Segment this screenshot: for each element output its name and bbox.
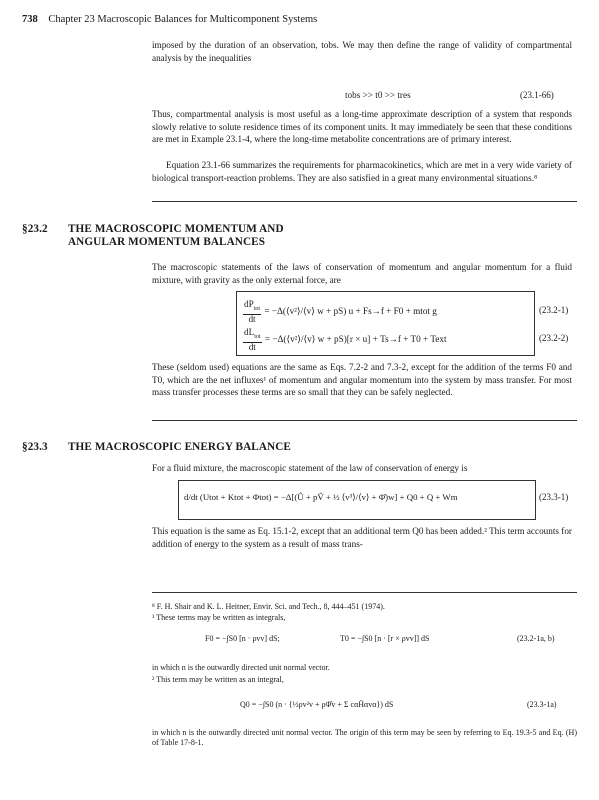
section-number: §23.3 (22, 441, 48, 453)
section-divider (152, 420, 577, 421)
footnote-normal-vector: in which n is the outwardly directed unit normal vector. (152, 663, 330, 672)
section-title: THE MACROSCOPIC ENERGY BALANCE (68, 441, 291, 453)
momentum-explanation-paragraph: These (seldom used) equations are the same as Eqs. 7.2-2 and 7.3-2, except for the addition of the terms F0 and T0, which are the net influxes¹ of momentum and angular momentum into the system by mass transfer. For most mass transfer processes these terms are so small that they can be safely neglected. (152, 362, 572, 398)
footnote-energy-integral: ² This term may be written as an integral, (152, 675, 284, 684)
footnote-origin: in which n is the outwardly directed unit normal vector. The origin of this term may be seen by referring to Eq. 19.3-5 and Eq. (H) of Table 17-8-1. (152, 728, 577, 748)
footnote-shair: ⁸ F. H. Shair and K. L. Heitner, Envir. Sci. and Tech., 8, 444–451 (1974). (152, 602, 385, 611)
eq1-lhs: $\frac{dP_{tot}}{dt}$ (244, 299, 261, 324)
inequality-equation (345, 90, 411, 100)
section-number: §23.2 (22, 223, 48, 235)
eq2-lhs: $\frac{dL_{tot}}{dt}$ (244, 327, 261, 352)
page-number: 738 (22, 14, 38, 25)
momentum-intro-paragraph: The macroscopic statements of the laws of conservation of momentum and angular momentum for a fluid mixture, with gravity as the only external force, are (152, 262, 572, 285)
energy-eq-number: (23.3-1) (539, 492, 569, 502)
pharmacokinetics-paragraph: Equation 23.1-66 summarizes the requirements for pharmacokinetics, which are met in a very wide variety of biological transport-reaction problems. They are also satisfied in a great many environmental situations.⁸ (152, 160, 572, 183)
intro-paragraph: imposed by the duration of an observation, tobs. We may then define the range of validity of compartmental analysis by the inequalities (152, 40, 572, 63)
angular-momentum-equation (242, 328, 532, 352)
section-title-line1: THE MACROSCOPIC MOMENTUM AND (68, 223, 284, 235)
eq2-number: (23.2-2) (539, 333, 569, 343)
energy-intro-paragraph: For a fluid mixture, the macroscopic statement of the law of conservation of energy is (152, 463, 468, 473)
section-heading-23-2 (22, 223, 582, 249)
footnote-eq-number: (23.2-1a, b) (517, 634, 555, 643)
eq1-number: (23.2-1) (539, 305, 569, 315)
momentum-equation (242, 300, 532, 324)
footnote-eq-T0: T0 = −∫S0 [n · [r × ρvv]] dS (340, 634, 430, 643)
energy-equation: d/dt (Utot + Ktot + Φtot) = −Δ[(Û + pV̂ + ½ ⟨v³⟩/⟨v⟩ + Φ̂)w] + Q0 + Q + Wm (184, 492, 458, 502)
compartmental-paragraph: Thus, compartmental analysis is most useful as a long-time approximate description of a system that responds slowly relative to solute residence times of its component units. It may immediately be seen that these conditions are met in Example 23.1-4, where the long-time metabolite concentrations are of primary interest. (152, 109, 572, 145)
section-title-line2: ANGULAR MOMENTUM BALANCES (68, 236, 266, 248)
eq1-rhs: = −Δ(⟨v²⟩/⟨v⟩ w + pS) u + Fs→f + F0 + mtot g (264, 306, 437, 317)
section-divider (152, 201, 577, 202)
footnote-eq-Q0: Q0 = −∫S0 (n · {½ρv²v + ρΦ̂v + Σ cαH̄αvα}) dS (240, 700, 394, 709)
equation-number: (23.1-66) (520, 90, 554, 100)
footnote-eq-Q0-number: (23.3-1a) (527, 700, 557, 709)
footnote-divider (152, 592, 577, 593)
footnote-momentum-integrals: ¹ These terms may be written as integrals, (152, 613, 286, 622)
energy-explanation-paragraph: This equation is the same as Eq. 15.1-2, except that an additional term Q0 has been added.² This term accounts for addition of energy to the system as a result of mass trans- (152, 526, 572, 549)
footnote-eq-F0: F0 = −∫S0 [n · ρvv] dS; (205, 634, 280, 643)
eq2-rhs: = −Δ(⟨v²⟩/⟨v⟩ w + pS)[r × u] + Ts→f + T0 + Text (264, 334, 447, 345)
section-heading-23-3 (22, 441, 582, 454)
running-title: Chapter 23 Macroscopic Balances for Multicomponent Systems (48, 14, 318, 25)
inequality-text: tobs >> t0 >> tres (345, 90, 411, 100)
running-header (22, 14, 317, 25)
